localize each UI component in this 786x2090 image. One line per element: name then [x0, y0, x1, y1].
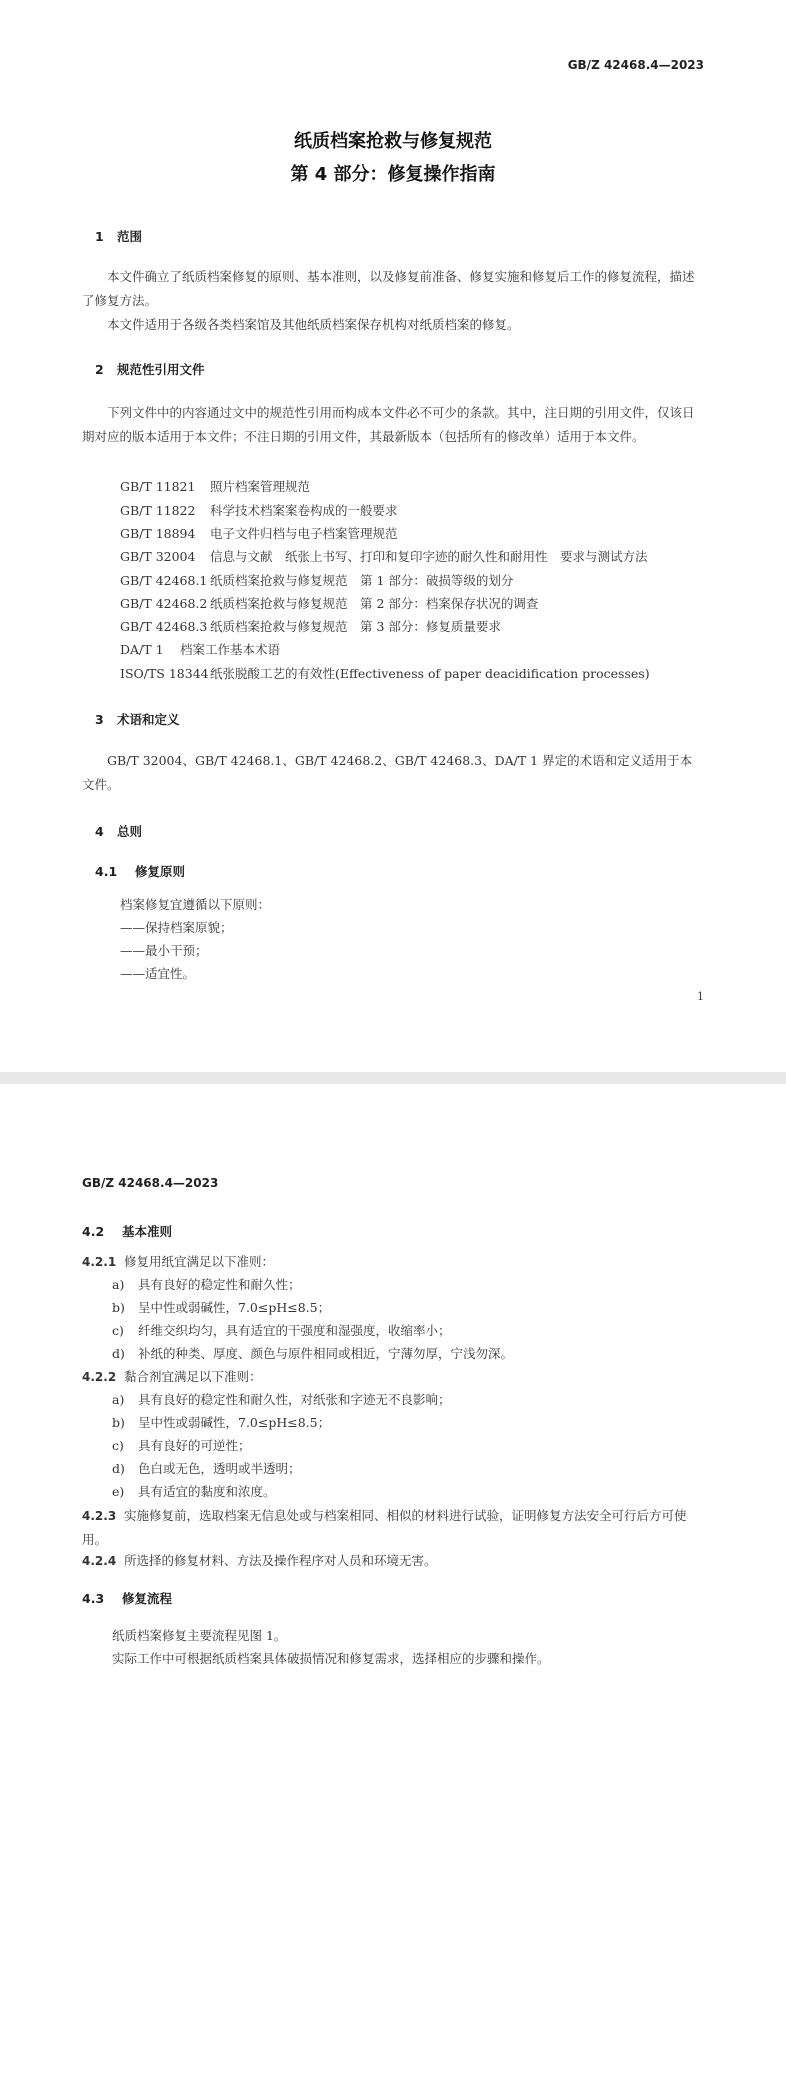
page-number: 1: [697, 990, 704, 1003]
clause-4-2-2: 4.2.2 黏合剂宜满足以下准则：: [82, 1369, 262, 1384]
clause-4-2-4: 4.2.4 所选择的修复材料、方法及操作程序对人员和环境无害。: [82, 1553, 437, 1568]
list-item: a) 具有良好的稳定性和耐久性；: [112, 1277, 301, 1292]
section-4-heading: 4 总则: [95, 824, 143, 839]
principle-item: ——保持档案原貌；: [120, 920, 233, 935]
section-4-1-intro: 档案修复宜遵循以下原则：: [120, 897, 271, 912]
normative-reference: GB/T 32004 信息与文献 纸张上书写、打印和复印字迹的耐久性和耐用性 要求与测试方法: [120, 549, 648, 564]
normative-reference: ISO/TS 18344纸张脱酸工艺的有效性(Effectiveness of paper deacidification processes): [120, 666, 650, 681]
normative-reference: GB/T 42468.3 纸质档案抢救与修复规范 第 3 部分：修复质量要求: [120, 619, 501, 634]
section-1-paragraph-2: 本文件适用于各级各类档案馆及其他纸质档案保存机构对纸质档案的修复。: [107, 317, 520, 332]
list-item: c) 纤维交织均匀，具有适宜的干强度和湿强度，收缩率小；: [112, 1323, 451, 1338]
standard-code-header: GB/Z 42468.4—2023: [567, 58, 704, 72]
list-item: a) 具有良好的稳定性和耐久性，对纸张和字迹无不良影响；: [112, 1392, 451, 1407]
normative-reference: GB/T 18894 电子文件归档与电子档案管理规范: [120, 526, 398, 541]
document-title: 纸质档案抢救与修复规范: [294, 131, 492, 152]
clause-4-2-3: 4.2.3 实施修复前，选取档案无信息处或与档案相同、相似的材料进行试验，证明修复方法安全可行后方可使用。: [82, 1508, 687, 1547]
normative-reference: GB/T 42468.2 纸质档案抢救与修复规范 第 2 部分：档案保存状况的调查: [120, 596, 539, 611]
section-1-heading: 1 范围: [95, 229, 143, 244]
normative-reference: GB/T 11821 照片档案管理规范: [120, 479, 311, 494]
section-4-3-paragraph-2: 实际工作中可根据纸质档案具体破损情况和修复需求，选择相应的步骤和操作。: [112, 1651, 550, 1666]
section-3-paragraph: GB/T 32004、GB/T 42468.1、GB/T 42468.2、GB/T 42468.3、DA/T 1 界定的术语和定义适用于本文件。: [82, 753, 693, 792]
section-4-2-heading: 4.2 基本准则: [82, 1224, 173, 1239]
section-1-paragraph-1: 本文件确立了纸质档案修复的原则、基本准则，以及修复前准备、修复实施和修复后工作的修复流程，描述了修复方法。: [82, 269, 695, 308]
document-page-2: [0, 1084, 786, 2090]
normative-reference: DA/T 1 档案工作基本术语: [120, 642, 281, 657]
section-4-1-heading: 4.1 修复原则: [95, 864, 186, 879]
document-subtitle: 第 4 部分：修复操作指南: [290, 164, 496, 185]
section-2-intro: 下列文件中的内容通过文中的规范性引用而构成本文件必不可少的条款。其中，注日期的引用文件，仅该日期对应的版本适用于本文件；不注日期的引用文件，其最新版本（包括所有的修改单）适用于本文件。: [82, 405, 695, 444]
list-item: b) 呈中性或弱碱性，7.0≤pH≤8.5；: [112, 1300, 331, 1315]
list-item: e) 具有适宜的黏度和浓度。: [112, 1484, 276, 1499]
list-item: d) 补纸的种类、厚度、颜色与原件相同或相近，宁薄勿厚，宁浅勿深。: [112, 1346, 514, 1361]
list-item: d) 色白或无色，透明或半透明；: [112, 1461, 301, 1476]
principle-item: ——适宜性。: [120, 966, 196, 981]
section-4-3-paragraph-1: 纸质档案修复主要流程见图 1。: [112, 1628, 287, 1643]
normative-reference: GB/T 11822 科学技术档案案卷构成的一般要求: [120, 503, 398, 518]
principle-item: ——最小干预；: [120, 943, 208, 958]
section-2-heading: 2 规范性引用文件: [95, 362, 205, 377]
section-4-3-heading: 4.3 修复流程: [82, 1591, 173, 1606]
normative-reference: GB/T 42468.1 纸质档案抢救与修复规范 第 1 部分：破损等级的划分: [120, 573, 514, 588]
section-3-heading: 3 术语和定义: [95, 712, 180, 727]
clause-4-2-1: 4.2.1 修复用纸宜满足以下准则：: [82, 1254, 275, 1269]
standard-code-header: GB/Z 42468.4—2023: [82, 1176, 219, 1190]
list-item: c) 具有良好的可逆性；: [112, 1438, 251, 1453]
list-item: b) 呈中性或弱碱性，7.0≤pH≤8.5；: [112, 1415, 331, 1430]
